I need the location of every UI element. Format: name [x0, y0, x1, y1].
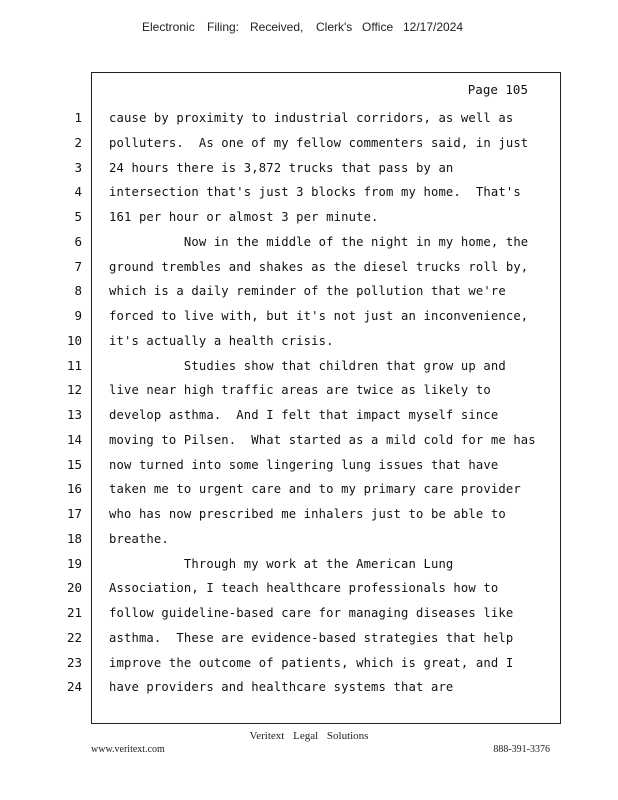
transcript-line: 24 hours there is 3,872 trucks that pass by an — [109, 160, 454, 175]
transcript-line: intersection that's just 3 blocks from my home. That's — [109, 185, 521, 200]
line-number: 14 — [66, 431, 82, 447]
header-word: Clerk's — [316, 20, 353, 34]
line-number: 9 — [74, 308, 82, 323]
line-number: 7 — [74, 258, 82, 274]
footer-company: Veritext Legal Solutions — [249, 730, 369, 742]
line-number: 6 — [74, 233, 82, 249]
header-word: Received, — [250, 20, 304, 34]
line-number: 19 — [66, 555, 82, 571]
line-number: 17 — [66, 506, 82, 521]
transcript-line: now turned into some lingering lung issues that have — [109, 457, 499, 472]
line-number: 3 — [74, 159, 82, 175]
line-number: 10 — [66, 332, 82, 348]
header-word: Office — [362, 20, 394, 34]
transcript-body — [109, 108, 554, 702]
transcript-line: forced to live with, but it's not just an inconvenience, — [109, 309, 529, 323]
header-word: Electronic — [142, 20, 195, 34]
transcript-line: breathe. — [109, 531, 169, 546]
line-number: 16 — [66, 481, 82, 497]
line-number: 2 — [74, 134, 82, 150]
line-number: 21 — [66, 605, 82, 620]
transcript-line: moving to Pilsen. What started as a mild cold for me has — [109, 432, 536, 447]
transcript-line: polluters. As one of my fellow commenters said, in just — [109, 135, 529, 150]
header-word: Filing: — [207, 20, 240, 34]
transcript-line: live near high traffic areas are twice as likely to — [109, 383, 491, 398]
line-number: 15 — [66, 456, 82, 472]
transcript-line: Studies show that children that grow up and — [109, 358, 506, 373]
line-number: 8 — [74, 283, 82, 299]
line-number: 1 — [74, 110, 82, 125]
footer-website: www.veritext.com — [91, 744, 165, 755]
line-number: 18 — [66, 530, 82, 546]
line-number: 12 — [66, 382, 82, 398]
transcript-line: cause by proximity to industrial corridors, as well as — [109, 111, 514, 125]
transcript-line: Association, I teach healthcare professionals how to — [109, 581, 499, 596]
transcript-line: have providers and healthcare systems that are — [109, 680, 454, 695]
transcript-line: improve the outcome of patients, which is great, and I — [109, 655, 514, 670]
page-number: Page 105 — [467, 82, 528, 97]
footer-phone: 888-391-3376 — [493, 744, 550, 755]
transcript-line: who has now prescribed me inhalers just to be able to — [109, 507, 506, 521]
line-number: 20 — [66, 580, 82, 596]
line-number: 22 — [66, 629, 82, 645]
line-number: 13 — [66, 407, 82, 422]
filing-stamp-header — [0, 20, 618, 38]
transcript-line: ground trembles and shakes as the diesel trucks roll by, — [109, 259, 529, 274]
transcript-line: Now in the middle of the night in my home, the — [109, 234, 529, 249]
line-number: 5 — [74, 209, 82, 224]
transcript-line: develop asthma. And I felt that impact myself since — [109, 408, 499, 422]
transcript-line: which is a daily reminder of the pollution that we're — [109, 284, 506, 299]
transcript-line: 161 per hour or almost 3 per minute. — [109, 210, 379, 224]
transcript-line: taken me to urgent care and to my primary care provider — [109, 482, 521, 497]
transcript-line: follow guideline-based care for managing diseases like — [109, 606, 514, 620]
line-number-column — [62, 108, 82, 702]
transcript-line: it's actually a health crisis. — [109, 333, 334, 348]
line-number: 24 — [66, 679, 82, 695]
header-date: 12/17/2024 — [403, 20, 464, 34]
line-number: 4 — [74, 184, 82, 200]
line-number: 23 — [66, 654, 82, 670]
transcript-line: asthma. These are evidence-based strategies that help — [109, 630, 514, 645]
line-number: 11 — [66, 357, 82, 373]
transcript-line: Through my work at the American Lung — [109, 556, 454, 571]
